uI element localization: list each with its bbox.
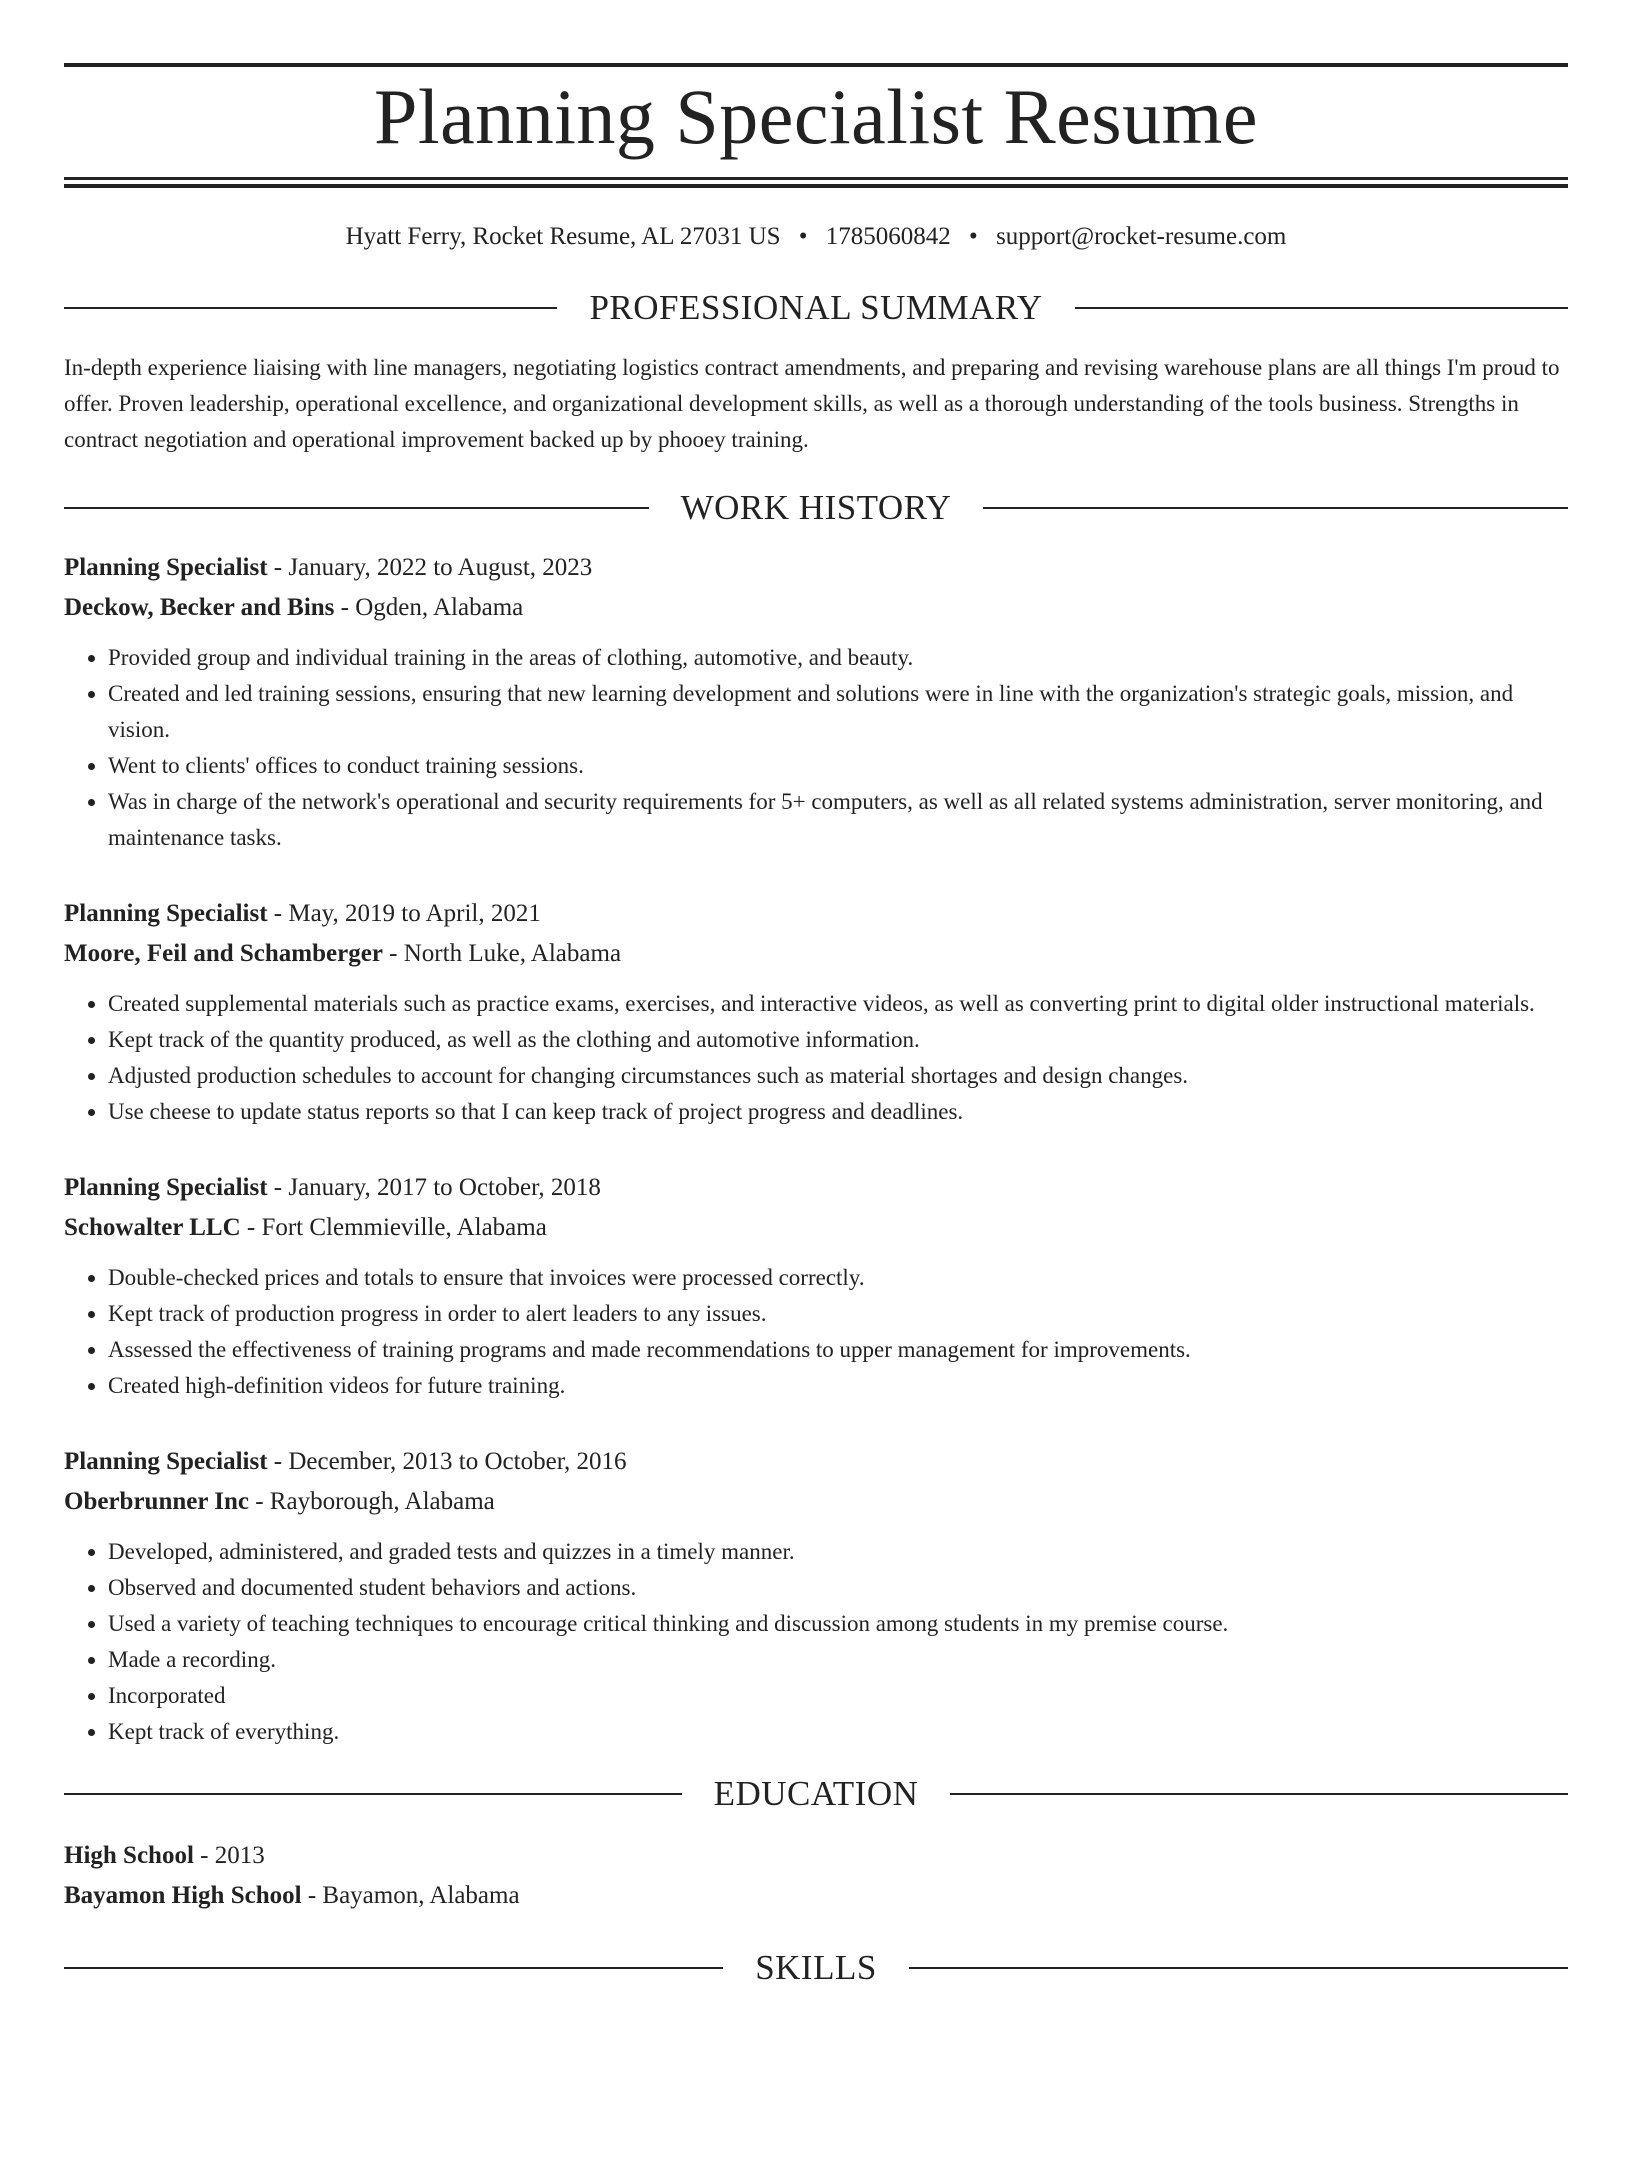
education-school-line xyxy=(64,1876,1568,1916)
section-header-skills xyxy=(64,1946,1568,1990)
list-item: • Use cheese to update status reports so that I can keep track of project progress and deadlines. xyxy=(108,1094,1568,1130)
contact-address: Hyatt Ferry, Rocket Resume, AL 27031 US xyxy=(345,223,781,250)
section-header-education xyxy=(64,1772,1568,1816)
section-title: SKILLS xyxy=(755,1948,877,1987)
job-company: Deckow, Becker and Bins xyxy=(64,594,335,621)
job-title: Planning Specialist xyxy=(64,554,268,581)
job-location: - Ogden, Alabama xyxy=(334,594,524,621)
job-company-line xyxy=(64,1208,1568,1248)
list-item: • Observed and documented student behaviors and actions. xyxy=(108,1570,1568,1606)
job-bullets xyxy=(64,1260,1568,1404)
job-location: - Fort Clemmieville, Alabama xyxy=(240,1214,547,1241)
job-company-line xyxy=(64,588,1568,628)
resume-title: Planning Specialist Resume xyxy=(374,73,1258,160)
job-company: Moore, Feil and Schamberger xyxy=(64,940,383,967)
job-location: - Rayborough, Alabama xyxy=(248,1488,495,1515)
job-bullets xyxy=(64,986,1568,1130)
job-dates: - January, 2017 to October, 2018 xyxy=(267,1174,601,1201)
job-title-line xyxy=(64,1442,1568,1482)
job-bullets xyxy=(64,1534,1568,1750)
contact-separator: • xyxy=(969,223,978,250)
section-title: PROFESSIONAL SUMMARY xyxy=(589,288,1043,327)
list-item: • Created supplemental materials such as practice exams, exercises, and interactive videos, as well as converting print to digital older instructional materials. xyxy=(108,986,1568,1022)
section-rule-left xyxy=(64,307,557,309)
resume-page xyxy=(0,63,1632,2175)
section-header-work xyxy=(64,486,1568,530)
section-title: EDUCATION xyxy=(713,1774,919,1813)
job-entry xyxy=(64,1168,1568,1404)
job-title-line xyxy=(64,1168,1568,1208)
education-school: Bayamon High School xyxy=(64,1882,302,1909)
job-company: Oberbrunner Inc xyxy=(64,1488,249,1515)
section-title: WORK HISTORY xyxy=(680,488,952,527)
job-location: - North Luke, Alabama xyxy=(382,940,622,967)
list-item: • Made a recording. xyxy=(108,1642,1568,1678)
work-history-list xyxy=(64,548,1568,1750)
job-dates: - January, 2022 to August, 2023 xyxy=(267,554,593,581)
section-rule-left xyxy=(64,507,649,509)
list-item: • Created and led training sessions, ensuring that new learning development and solutions were in line with the organization's strategic goals, mission, and vision. xyxy=(108,676,1568,748)
job-entry xyxy=(64,894,1568,1130)
list-item: • Kept track of the quantity produced, as well as the clothing and automotive information. xyxy=(108,1022,1568,1058)
list-item: • Developed, administered, and graded tests and quizzes in a timely manner. xyxy=(108,1534,1568,1570)
job-title-line xyxy=(64,548,1568,588)
section-rule-right xyxy=(909,1967,1568,1969)
job-title-line xyxy=(64,894,1568,934)
list-item: • Used a variety of teaching techniques to encourage critical thinking and discussion among students in my premise course. xyxy=(108,1606,1568,1642)
section-header-summary xyxy=(64,286,1568,330)
list-item: • Was in charge of the network's operational and security requirements for 5+ computers, as well as all related systems administration, server monitoring, and maintenance tasks. xyxy=(108,784,1568,856)
education-degree: High School xyxy=(64,1842,194,1869)
contact-separator: • xyxy=(798,223,808,250)
education-year: - 2013 xyxy=(193,1842,265,1869)
list-item: • Kept track of production progress in order to alert leaders to any issues. xyxy=(108,1296,1568,1332)
list-item: • Kept track of everything. xyxy=(108,1714,1568,1750)
job-company: Schowalter LLC xyxy=(64,1214,241,1241)
job-company-line xyxy=(64,1482,1568,1522)
section-rule-right xyxy=(950,1793,1568,1795)
title-double-rule xyxy=(64,177,1568,188)
list-item: • Assessed the effectiveness of training programs and made recommendations to upper management for improvements. xyxy=(108,1332,1568,1368)
professional-summary: In-depth experience liaising with line managers, negotiating logistics contract amendments, and preparing and revising warehouse plans are all things I'm proud to offer. Proven leadership, operational excellence, and organizational development skills, as well as a thorough understanding of the tools business. Strengths in contract negotiation and operational improvement backed up by phooey training. xyxy=(64,355,1560,452)
job-entry xyxy=(64,548,1568,856)
job-company-line xyxy=(64,934,1568,974)
job-entry xyxy=(64,1442,1568,1750)
education-degree-line xyxy=(64,1836,1568,1876)
list-item: • Incorporated xyxy=(108,1678,1568,1714)
contact-email[interactable]: support@rocket-resume.com xyxy=(996,223,1287,250)
list-item: • Adjusted production schedules to account for changing circumstances such as material shortages and design changes. xyxy=(108,1058,1568,1094)
list-item: • Went to clients' offices to conduct training sessions. xyxy=(108,748,1568,784)
job-dates: - May, 2019 to April, 2021 xyxy=(267,900,541,927)
contact-phone[interactable]: 1785060842 xyxy=(825,223,951,250)
section-rule-right xyxy=(983,507,1568,509)
job-dates: - December, 2013 to October, 2016 xyxy=(267,1448,627,1475)
job-title: Planning Specialist xyxy=(64,900,268,927)
list-item: • Double-checked prices and totals to ensure that invoices were processed correctly. xyxy=(108,1260,1568,1296)
education-location: - Bayamon, Alabama xyxy=(301,1882,520,1909)
list-item: • Created high-definition videos for future training. xyxy=(108,1368,1568,1404)
job-title: Planning Specialist xyxy=(64,1448,268,1475)
section-rule-right xyxy=(1075,307,1568,309)
section-rule-left xyxy=(64,1793,682,1795)
section-rule-left xyxy=(64,1967,723,1969)
job-title: Planning Specialist xyxy=(64,1174,268,1201)
education-entry xyxy=(64,1836,1568,1916)
contact-line xyxy=(64,218,1568,256)
list-item: • Provided group and individual training in the areas of clothing, automotive, and beauty. xyxy=(108,640,1568,676)
job-bullets xyxy=(64,640,1568,856)
